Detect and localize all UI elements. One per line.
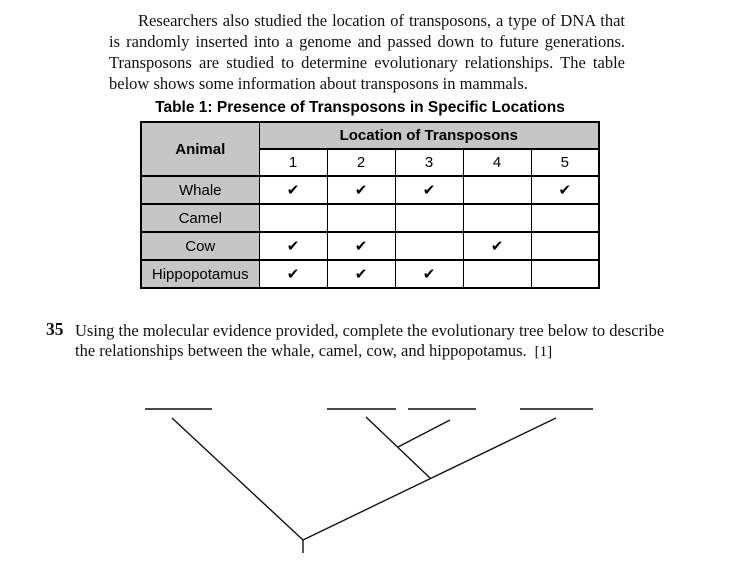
row-label-whale: Whale [141, 176, 259, 204]
question-text [75, 321, 674, 362]
check-cell: ✔ [259, 176, 327, 204]
check-cell: ✔ [259, 232, 327, 260]
check-cell [327, 204, 395, 232]
check-cell: ✔ [327, 260, 395, 288]
table-header-row-group [141, 122, 599, 149]
check-cell [531, 232, 599, 260]
check-cell: ✔ [327, 176, 395, 204]
question-35 [46, 321, 674, 362]
tree-branch-left [172, 418, 303, 540]
column-header-location-5: 5 [531, 149, 599, 176]
check-cell [259, 204, 327, 232]
tree-branch-right-main [303, 418, 556, 540]
check-cell: ✔ [531, 176, 599, 204]
check-cell: ✔ [395, 260, 463, 288]
evolutionary-tree-diagram [0, 395, 730, 571]
question-points: [1] [534, 343, 553, 360]
column-header-location-1: 1 [259, 149, 327, 176]
column-header-animal: Animal [141, 122, 259, 176]
check-cell: ✔ [259, 260, 327, 288]
column-header-location-4: 4 [463, 149, 531, 176]
table-row-cow [141, 232, 599, 260]
check-cell [463, 260, 531, 288]
column-header-location-group: Location of Transposons [259, 122, 599, 149]
check-cell [395, 232, 463, 260]
check-cell [531, 204, 599, 232]
question-text-body: Using the molecular evidence provided, complete the evolutionary tree below to describe the relationships between the whale, camel, cow, and hippopotamus. [75, 321, 665, 360]
transposon-table [140, 121, 600, 289]
check-cell: ✔ [463, 232, 531, 260]
check-cell [463, 204, 531, 232]
table-title: Table 1: Presence of Transposons in Specific Locations [155, 99, 565, 116]
column-header-location-3: 3 [395, 149, 463, 176]
check-cell [395, 204, 463, 232]
table-row-camel [141, 204, 599, 232]
row-label-cow: Cow [141, 232, 259, 260]
question-number: 35 [46, 319, 64, 339]
column-header-location-2: 2 [327, 149, 395, 176]
table-row-hippopotamus [141, 260, 599, 288]
table-row-whale [141, 176, 599, 204]
intro-paragraph: Researchers also studied the location of transposons, a type of DNA that is randomly inserted into a genome and passed down to future generations. Transposons are studied to determine evolutionary relationships. The table below shows some information about transposons in mammals. [109, 11, 625, 93]
check-cell: ✔ [327, 232, 395, 260]
tree-branch-inner-right [398, 420, 450, 447]
row-label-camel: Camel [141, 204, 259, 232]
row-label-hippopotamus: Hippopotamus [141, 260, 259, 288]
check-cell [463, 176, 531, 204]
check-cell [531, 260, 599, 288]
check-cell: ✔ [395, 176, 463, 204]
tree-branch-inner-left [366, 417, 430, 478]
